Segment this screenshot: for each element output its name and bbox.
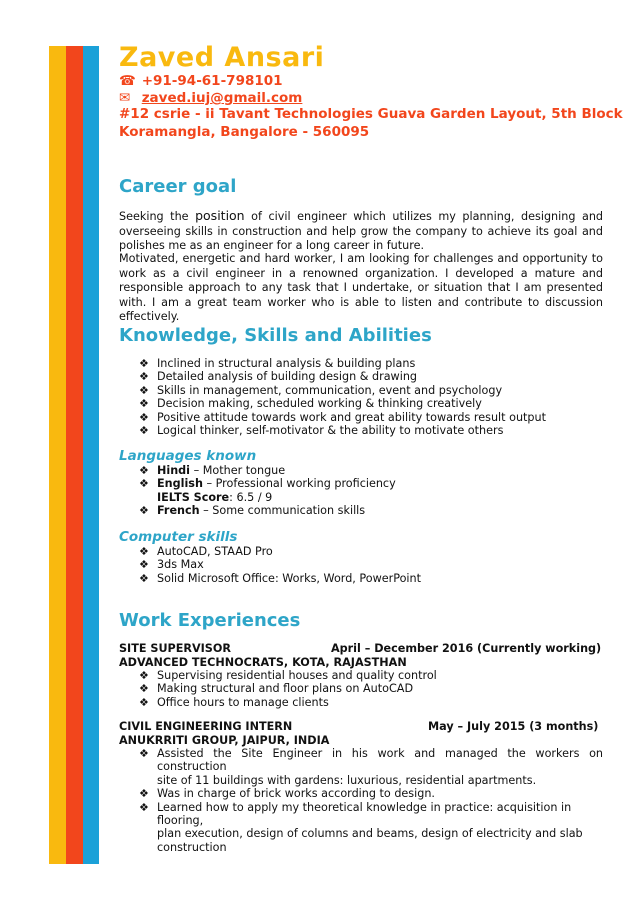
career-goal-paragraph-2: Motivated, energetic and hard worker, I am looking for challenges and opportunity to work as a civil engineer in a renowned organization. I developed a mature and responsible approach to any task that I undertake, or situation that I am presented with. I am a great team worker who is able to listen and contribute to discussion effectively. [119,252,603,323]
diamond-bullet-icon: ❖ [139,571,149,585]
skill-text: Decision making, scheduled working & thinking creatively [157,397,482,411]
diamond-bullet-icon: ❖ [139,558,149,572]
career-goal-position-word: position [195,208,245,223]
job-1-title: SITE SUPERVISOR [119,642,231,655]
list-item [119,384,603,397]
career-goal-heading: Career goal [119,176,237,197]
list-item [119,370,603,383]
list-item [119,669,603,682]
diamond-bullet-icon: ❖ [139,383,149,397]
list-item [119,424,603,437]
language-name: English [157,477,203,491]
work-experience-heading: Work Experiences [119,610,301,631]
languages-list [119,464,603,518]
candidate-name: Zaved Ansari [119,42,325,73]
diamond-bullet-icon: ❖ [139,800,149,814]
diamond-bullet-icon: ❖ [139,370,149,384]
diamond-bullet-icon: ❖ [139,504,149,518]
telephone-icon: ☎ [119,73,136,89]
list-item [119,801,603,828]
job-1-duties [119,669,603,709]
diamond-bullet-icon: ❖ [139,545,149,558]
list-item [119,696,603,709]
computer-skill-text: AutoCAD, STAAD Pro [157,545,273,558]
language-detail: – Some communication skills [203,504,366,518]
job-2-title: CIVIL ENGINEERING INTERN [119,720,293,733]
skill-text: Logical thinker, self-motivator & the ability to motivate others [157,424,504,438]
list-item [119,558,603,571]
list-item [119,397,603,410]
address-line-2: Koramangla, Bangalore - 560095 [119,124,370,140]
list-item-continuation [119,841,603,854]
computer-skills-heading: Computer skills [119,529,238,545]
language-detail: – Professional working proficiency [206,477,396,491]
email-link[interactable]: zaved.iuj@gmail.com [141,90,303,106]
computer-skill-text: 3ds Max [157,558,204,572]
email-line [119,90,302,106]
job-2-date: May – July 2015 (3 months) [428,720,599,733]
list-item [119,411,603,424]
diamond-bullet-icon: ❖ [139,477,149,491]
skill-text: Detailed analysis of building design & drawing [157,370,418,384]
duty-text: plan execution, design of columns and beams, design of electricity and slab [157,827,583,841]
duty-text: Office hours to manage clients [157,695,329,709]
envelope-icon: ✉ [119,90,131,106]
list-item-continuation [119,774,603,787]
skills-heading: Knowledge, Skills and Abilities [119,325,432,346]
career-goal-text-a: Seeking the [119,210,189,223]
skills-list [119,357,603,437]
duty-text: Was in charge of brick works according to design. [157,787,435,801]
ielts-label: IELTS Score [157,490,230,504]
phone-number: +91-94-61-798101 [141,73,283,89]
diamond-bullet-icon: ❖ [139,464,149,477]
language-name: French [157,504,200,518]
duty-text: site of 11 buildings with gardens: luxurious, residential apartments. [157,773,537,787]
diamond-bullet-icon: ❖ [139,747,149,760]
duty-text: construction [157,840,227,854]
diamond-bullet-icon: ❖ [139,424,149,438]
decorative-stripe-red [66,46,83,864]
job-2-title-row [119,720,603,733]
job-2-duties [119,747,603,854]
ielts-score [119,491,603,504]
language-detail: – Mother tongue [193,464,286,477]
job-2-organization: ANUKRRITI GROUP, JAIPUR, INDIA [119,734,330,747]
list-item [119,357,603,370]
list-item [119,572,603,585]
languages-heading: Languages known [119,448,257,464]
phone-line [119,73,283,89]
ielts-value: : 6.5 / 9 [229,490,273,504]
address-line-1: #12 csrie - ii Tavant Technologies Guava Garden Layout, 5th Block [119,106,623,122]
list-item [119,477,603,490]
diamond-bullet-icon: ❖ [139,410,149,424]
career-goal-text-b: of civil engineer which utilizes my planning, designing and overseeing skills in construction and help grow the company to achieve its goal and polishes me as an engineer for a long career in future. [119,210,604,252]
skill-text: Positive attitude towards work and great ability towards result output [157,410,547,424]
duty-text: Learned how to apply my theoretical knowledge in practice: acquisition in flooring, [157,800,572,828]
list-item [119,787,603,800]
list-item [119,747,603,774]
duty-text: Supervising residential houses and quality control [157,669,437,682]
skill-text: Skills in management, communication, event and psychology [157,383,503,397]
list-item [119,682,603,695]
diamond-bullet-icon: ❖ [139,397,149,411]
list-item [119,464,603,477]
job-1-organization: ADVANCED TECHNOCRATS, KOTA, RAJASTHAN [119,656,407,669]
list-item [119,545,603,558]
computer-skill-text: Solid Microsoft Office: Works, Word, PowerPoint [157,571,422,585]
duty-text: Making structural and floor plans on AutoCAD [157,682,414,696]
diamond-bullet-icon: ❖ [139,357,149,370]
job-1-date: April – December 2016 (Currently working) [331,642,602,655]
career-goal-paragraph-1 [119,209,603,254]
decorative-stripe-blue [83,46,99,864]
duty-text: Assisted the Site Engineer in his work and managed the workers on construction [157,747,603,774]
diamond-bullet-icon: ❖ [139,695,149,709]
job-1-title-row [119,642,603,655]
list-item-continuation [119,827,603,840]
language-name: Hindi [157,464,191,477]
diamond-bullet-icon: ❖ [139,787,149,801]
diamond-bullet-icon: ❖ [139,682,149,696]
diamond-bullet-icon: ❖ [139,669,149,682]
skill-text: Inclined in structural analysis & building plans [157,357,416,370]
list-item [119,504,603,517]
decorative-stripe-yellow [49,46,66,864]
computer-skills-list [119,545,603,585]
